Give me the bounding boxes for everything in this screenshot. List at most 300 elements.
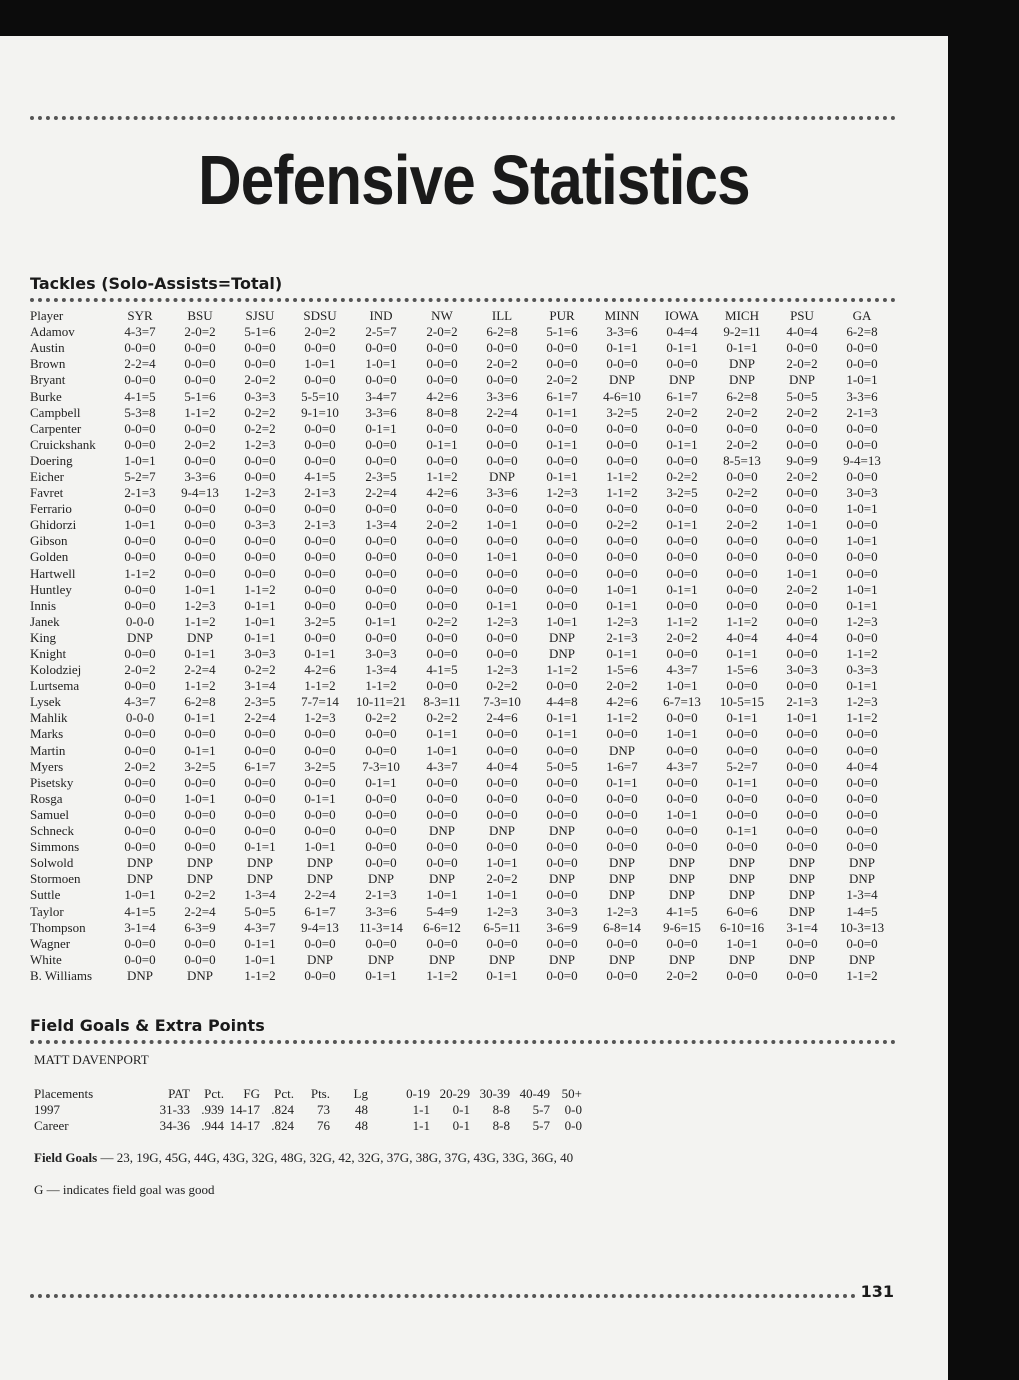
tackle-cell: 1-1=2 xyxy=(365,678,397,694)
tackle-cell: 0-1=1 xyxy=(846,597,878,613)
tackle-cell: 3-0=3 xyxy=(846,485,878,501)
table-row xyxy=(30,356,892,372)
tackle-cell: 0-0=0 xyxy=(426,935,458,951)
range-value: 0-1 xyxy=(452,1118,470,1133)
tackle-cell: 1-1=2 xyxy=(184,613,216,629)
tackle-cell: 0-0=0 xyxy=(304,501,336,517)
tackle-cell: 0-1=1 xyxy=(244,629,276,645)
tackle-cell: 0-0=0 xyxy=(365,806,397,822)
table-row xyxy=(30,421,892,437)
player-name: Cruickshank xyxy=(30,436,96,452)
tackle-cell: 9-1=10 xyxy=(301,404,339,420)
tackle-cell: 0-0=0 xyxy=(726,549,758,565)
tackle-cell: DNP xyxy=(668,951,695,967)
tackle-cell: 0-0=0 xyxy=(486,774,518,790)
tackle-cell: 0-0=0 xyxy=(304,436,336,452)
tackle-cell: 3-4=7 xyxy=(365,388,397,404)
tackle-cell: 0-0=0 xyxy=(124,774,156,790)
tackle-cell: 0-0=0 xyxy=(365,629,397,645)
tackle-cell: 0-0=0 xyxy=(606,839,638,855)
tackles-table xyxy=(30,308,892,984)
tackle-cell: 1-3=4 xyxy=(846,887,878,903)
tackle-cell: 0-0=0 xyxy=(726,533,758,549)
tackle-cell: 0-0=0 xyxy=(304,823,336,839)
tackle-cell: 0-2=2 xyxy=(244,420,276,436)
tackle-cell: 0-0=0 xyxy=(365,372,397,388)
table-row xyxy=(30,920,892,936)
table-row xyxy=(30,887,892,903)
tackle-cell: 0-0=0 xyxy=(365,340,397,356)
tackle-cell: 0-0=0 xyxy=(606,356,638,372)
tackle-cell: 8-0=8 xyxy=(426,404,458,420)
tackle-cell: 6-2=8 xyxy=(184,694,216,710)
tackle-cell: 0-0=0 xyxy=(726,581,758,597)
tackle-cell: 1-4=5 xyxy=(846,903,878,919)
tackle-cell: 0-0=0 xyxy=(546,340,578,356)
tackle-cell: 4-3=7 xyxy=(124,694,156,710)
tackle-cell: 0-0=0 xyxy=(184,935,216,951)
tackle-cell: 0-0=0 xyxy=(244,565,276,581)
tackle-cell: 1-0=1 xyxy=(666,726,698,742)
tackle-cell: 1-2=3 xyxy=(486,613,518,629)
tackle-cell: 1-1=2 xyxy=(846,646,878,662)
tackle-cell: 9-0=9 xyxy=(786,452,818,468)
tackle-cell: 0-0=0 xyxy=(426,646,458,662)
tackle-cell: 4-3=7 xyxy=(666,662,698,678)
table-row xyxy=(30,614,892,630)
tackle-cell: 0-0=0 xyxy=(184,823,216,839)
table-row xyxy=(30,775,892,791)
tackle-cell: 7-7=14 xyxy=(301,694,339,710)
player-name: Taylor xyxy=(30,903,64,919)
table-row xyxy=(30,678,892,694)
tackle-cell: 1-5=6 xyxy=(606,662,638,678)
tackle-cell: DNP xyxy=(306,951,333,967)
tackle-cell: 1-0=1 xyxy=(846,501,878,517)
pts-value: 73 xyxy=(317,1102,330,1117)
kicker-name: MATT DAVENPORT xyxy=(34,1052,149,1067)
tackle-cell: 2-1=3 xyxy=(786,694,818,710)
tackle-cell: 0-0=0 xyxy=(365,501,397,517)
tackle-cell: 0-0=0 xyxy=(666,501,698,517)
player-name: White xyxy=(30,951,62,967)
tackle-cell: DNP xyxy=(186,871,213,887)
tackle-cell: 6-6=12 xyxy=(423,919,461,935)
player-name: Knight xyxy=(30,646,67,662)
tackle-cell: 4-0=4 xyxy=(486,758,518,774)
tackle-cell: 4-3=7 xyxy=(426,758,458,774)
tackle-cell: 0-0=0 xyxy=(124,581,156,597)
tackle-cell: 0-1=1 xyxy=(365,420,397,436)
table-row xyxy=(30,710,892,726)
tackle-cell: 6-8=14 xyxy=(603,919,641,935)
tackle-cell: 0-0=0 xyxy=(486,436,518,452)
tackle-cell: 4-3=7 xyxy=(666,758,698,774)
tackle-cell: 1-1=2 xyxy=(184,404,216,420)
tackle-cell: 0-0=0 xyxy=(124,436,156,452)
placements-block xyxy=(34,1086,582,1134)
table-row xyxy=(30,646,892,662)
col-fg-pct: Pct. xyxy=(274,1086,294,1101)
tackle-cell: 6-2=8 xyxy=(846,324,878,340)
pat-pct-value: .939 xyxy=(201,1102,224,1117)
tackle-cell: 0-1=1 xyxy=(244,935,276,951)
player-name: Golden xyxy=(30,549,69,565)
column-header-iowa: IOWA xyxy=(665,308,699,324)
tackle-cell: 0-1=1 xyxy=(666,340,698,356)
tackle-cell: 0-0=0 xyxy=(606,967,638,983)
tackle-cell: 0-1=1 xyxy=(726,774,758,790)
tackle-cell: 0-0=0 xyxy=(426,774,458,790)
tackle-cell: 10-3=13 xyxy=(839,919,885,935)
tackle-cell: 0-0=0 xyxy=(304,372,336,388)
player-name: Solwold xyxy=(30,855,74,871)
tackle-cell: 1-0=1 xyxy=(486,855,518,871)
table-row xyxy=(30,566,892,582)
tackle-cell: 0-2=2 xyxy=(666,468,698,484)
tackle-cell: 0-0=0 xyxy=(365,935,397,951)
tackle-cell: 0-0=0 xyxy=(486,420,518,436)
tackle-cell: 6-5=11 xyxy=(483,919,521,935)
table-row xyxy=(30,855,892,871)
tackle-cell: DNP xyxy=(728,951,755,967)
tackle-cell: 8-5=13 xyxy=(723,452,761,468)
tackle-cell: 0-0=0 xyxy=(666,774,698,790)
tackle-cell: 2-0=2 xyxy=(124,662,156,678)
tackle-cell: 0-0=0 xyxy=(304,726,336,742)
tackle-cell: 0-0=0 xyxy=(486,839,518,855)
tackle-cell: 0-1=1 xyxy=(546,710,578,726)
tackle-cell: 9-4=13 xyxy=(843,452,881,468)
tackles-body xyxy=(30,324,892,984)
tackle-cell: 0-0=0 xyxy=(365,855,397,871)
tackle-cell: 0-0=0 xyxy=(124,597,156,613)
table-row xyxy=(30,372,892,388)
tackle-cell: 0-0=0 xyxy=(726,501,758,517)
row-label: 1997 xyxy=(34,1102,60,1117)
tackle-cell: 0-0=0 xyxy=(244,774,276,790)
tackle-cell: 0-0=0 xyxy=(606,436,638,452)
tackle-cell: 0-1=1 xyxy=(184,710,216,726)
col-range-4: 50+ xyxy=(561,1086,582,1101)
tackle-cell: 1-2=3 xyxy=(244,485,276,501)
tackle-cell: 0-1=1 xyxy=(666,436,698,452)
tackle-cell: 4-1=5 xyxy=(124,903,156,919)
player-name: Favret xyxy=(30,485,64,501)
player-name: Huntley xyxy=(30,581,72,597)
table-row xyxy=(30,630,892,646)
player-name: King xyxy=(30,629,56,645)
tackle-cell: 0-0=0 xyxy=(606,501,638,517)
tackle-cell: 3-0=3 xyxy=(365,646,397,662)
tackle-cell: 0-0=0 xyxy=(666,452,698,468)
tackle-cell: 0-0=0 xyxy=(304,806,336,822)
tackle-cell: 0-0=0 xyxy=(786,774,818,790)
table-row xyxy=(30,437,892,453)
player-name: Schneck xyxy=(30,823,75,839)
tackle-cell: 2-0=2 xyxy=(786,356,818,372)
tackle-cell: 1-0=1 xyxy=(426,887,458,903)
table-row xyxy=(30,726,892,742)
tackle-cell: 1-0=1 xyxy=(666,678,698,694)
tackle-cell: 1-2=3 xyxy=(304,710,336,726)
tackle-cell: 0-0=0 xyxy=(304,533,336,549)
pts-value: 76 xyxy=(317,1118,330,1133)
table-row xyxy=(30,952,892,968)
tackle-cell: 6-10=16 xyxy=(719,919,765,935)
tackle-cell: 10-5=15 xyxy=(719,694,765,710)
tackle-cell: 2-1=3 xyxy=(846,404,878,420)
tackle-cell: 3-3=6 xyxy=(365,903,397,919)
tackle-cell: 1-1=2 xyxy=(546,662,578,678)
col-range-0: 0-19 xyxy=(406,1086,430,1101)
player-name: Marks xyxy=(30,726,64,742)
tackle-cell: 0-0=0 xyxy=(486,806,518,822)
tackle-cell: 6-1=7 xyxy=(546,388,578,404)
tackle-cell: 1-1=2 xyxy=(244,967,276,983)
tackle-cell: 5-4=9 xyxy=(426,903,458,919)
tackle-cell: 0-2=2 xyxy=(486,678,518,694)
tackle-cell: 0-0=0 xyxy=(846,549,878,565)
tackle-cell: 0-0=0 xyxy=(786,790,818,806)
tackle-cell: 0-0=0 xyxy=(304,452,336,468)
tackle-cell: 0-1=1 xyxy=(365,967,397,983)
tackle-cell: 0-0=0 xyxy=(304,549,336,565)
tackle-cell: 0-1=1 xyxy=(606,774,638,790)
lg-value: 48 xyxy=(355,1118,368,1133)
player-name: Hartwell xyxy=(30,565,76,581)
tackle-cell: 0-3=3 xyxy=(244,517,276,533)
tackle-cell: 0-0=0 xyxy=(184,501,216,517)
tackle-cell: 0-0=0 xyxy=(546,597,578,613)
tackle-cell: DNP xyxy=(788,951,815,967)
tackle-cell: 0-0=0 xyxy=(426,839,458,855)
tackle-cell: 0-0=0 xyxy=(666,935,698,951)
tackle-cell: 3-0=3 xyxy=(786,662,818,678)
tackle-cell: 0-1=1 xyxy=(726,823,758,839)
table-row xyxy=(30,582,892,598)
tackle-cell: DNP xyxy=(126,629,153,645)
tackle-cell: 2-2=4 xyxy=(304,887,336,903)
tackle-cell: 7-3=10 xyxy=(483,694,521,710)
tackle-cell: 0-0=0 xyxy=(606,452,638,468)
tackle-cell: 0-0=0 xyxy=(546,742,578,758)
tackle-cell: 0-0=0 xyxy=(486,935,518,951)
table-row xyxy=(30,405,892,421)
col-pts: Pts. xyxy=(310,1086,330,1101)
col-fg: FG xyxy=(243,1086,260,1101)
tackle-cell: 2-0=2 xyxy=(726,404,758,420)
tackle-cell: 0-0=0 xyxy=(184,340,216,356)
tackle-cell: 0-0=0 xyxy=(726,420,758,436)
fg-pct-value: .824 xyxy=(271,1118,294,1133)
tackle-cell: 0-0=0 xyxy=(606,806,638,822)
tackle-cell: 0-1=1 xyxy=(184,742,216,758)
column-header-ga: GA xyxy=(852,308,872,324)
tackle-cell: 0-0=0 xyxy=(546,452,578,468)
tackle-cell: 3-2=5 xyxy=(304,613,336,629)
tackle-cell: 0-0=0 xyxy=(426,356,458,372)
tackle-cell: 0-0=0 xyxy=(124,646,156,662)
tackle-cell: 2-1=3 xyxy=(606,629,638,645)
tackle-cell: 0-0=0 xyxy=(304,340,336,356)
tackle-cell: DNP xyxy=(186,967,213,983)
tackle-cell: 4-1=5 xyxy=(304,468,336,484)
player-name: Carpenter xyxy=(30,420,82,436)
tackle-cell: 0-0=0 xyxy=(124,549,156,565)
player-name: Simmons xyxy=(30,839,80,855)
player-name: Martin xyxy=(30,742,66,758)
tackle-cell: 0-0=0 xyxy=(606,790,638,806)
player-name: Pisetsky xyxy=(30,774,74,790)
fg-value: 14-17 xyxy=(229,1118,260,1133)
column-header-nw: NW xyxy=(431,308,453,324)
tackle-cell: 0-0=0 xyxy=(304,967,336,983)
player-name: Innis xyxy=(30,597,56,613)
tackle-cell: 0-0=0 xyxy=(365,581,397,597)
tackle-cell: 0-0=0 xyxy=(606,935,638,951)
tackle-cell: DNP xyxy=(548,629,575,645)
tackle-cell: 2-5=7 xyxy=(365,324,397,340)
tackle-cell: 0-0=0 xyxy=(486,372,518,388)
tackle-cell: 2-0=2 xyxy=(184,436,216,452)
tackle-cell: 3-0=3 xyxy=(546,903,578,919)
tackle-cell: 1-0=1 xyxy=(666,806,698,822)
table-row xyxy=(30,517,892,533)
placements-row-1997 xyxy=(34,1102,582,1118)
tackle-cell: 0-1=1 xyxy=(606,646,638,662)
tackles-dotted-rule xyxy=(30,298,896,302)
tackle-cell: 0-1=1 xyxy=(486,597,518,613)
tackle-cell: 2-1=3 xyxy=(365,887,397,903)
tackle-cell: 3-1=4 xyxy=(786,919,818,935)
player-name: Gibson xyxy=(30,533,68,549)
player-name: Lurtsema xyxy=(30,678,80,694)
tackle-cell: 1-0=1 xyxy=(486,887,518,903)
tackle-cell: DNP xyxy=(728,887,755,903)
tackle-cell: 1-1=2 xyxy=(244,581,276,597)
tackle-cell: DNP xyxy=(608,372,635,388)
tackle-cell: 0-1=1 xyxy=(486,967,518,983)
tackle-cell: 0-0=0 xyxy=(365,726,397,742)
tackle-cell: 0-0=0 xyxy=(666,646,698,662)
tackle-cell: 0-0=0 xyxy=(546,887,578,903)
tackle-cell: 1-0=1 xyxy=(124,887,156,903)
range-value: 8-8 xyxy=(492,1118,510,1133)
tackle-cell: 1-2=3 xyxy=(184,597,216,613)
column-header-minn: MINN xyxy=(604,308,640,324)
tackle-cell: 0-0=0 xyxy=(846,565,878,581)
tackle-cell: 0-0=0 xyxy=(184,549,216,565)
placements-table xyxy=(34,1086,582,1134)
tackle-cell: 0-0=0 xyxy=(546,935,578,951)
tackle-cell: 0-1=1 xyxy=(365,613,397,629)
page-number: 131 xyxy=(860,1282,894,1301)
tackle-cell: 0-0=0 xyxy=(486,629,518,645)
tackle-cell: 0-0=0 xyxy=(666,356,698,372)
tackle-cell: 1-2=3 xyxy=(486,662,518,678)
tackle-cell: 0-0=0 xyxy=(426,501,458,517)
tackle-cell: 0-0=0 xyxy=(426,678,458,694)
player-name: Suttle xyxy=(30,887,61,903)
tackle-cell: 1-1=2 xyxy=(124,565,156,581)
tackle-cell: 0-1=1 xyxy=(726,646,758,662)
tackle-cell: DNP xyxy=(548,951,575,967)
tackle-cell: 0-0=0 xyxy=(184,452,216,468)
tackle-cell: 0-0=0 xyxy=(546,581,578,597)
tackle-cell: 0-0=0 xyxy=(786,823,818,839)
tackle-cell: 0-0=0 xyxy=(244,806,276,822)
tackle-cell: 0-0=0 xyxy=(786,501,818,517)
tackle-cell: 4-2=6 xyxy=(426,485,458,501)
player-name: Wagner xyxy=(30,935,71,951)
tackle-cell: 1-1=2 xyxy=(184,678,216,694)
tackle-cell: 0-0=0 xyxy=(244,726,276,742)
tackle-cell: 1-0=1 xyxy=(846,581,878,597)
tackle-cell: 1-0=1 xyxy=(184,581,216,597)
tackle-cell: 0-0=0 xyxy=(786,935,818,951)
tackle-cell: 0-0=0 xyxy=(666,823,698,839)
range-value: 8-8 xyxy=(492,1102,510,1117)
table-row xyxy=(30,324,892,340)
fg-pct-value: .824 xyxy=(271,1102,294,1117)
tackle-cell: DNP xyxy=(848,871,875,887)
tackle-cell: 0-0=0 xyxy=(184,951,216,967)
tackle-cell: 0-0=0 xyxy=(124,678,156,694)
tackle-cell: 0-0=0 xyxy=(726,726,758,742)
tackle-cell: 9-4=13 xyxy=(301,919,339,935)
tackle-cell: 2-1=3 xyxy=(124,485,156,501)
range-value: 0-0 xyxy=(564,1118,582,1133)
tackle-cell: 0-1=1 xyxy=(184,646,216,662)
tackle-cell: 2-3=5 xyxy=(244,694,276,710)
tackle-cell: 0-0=0 xyxy=(304,629,336,645)
tackle-cell: 8-3=11 xyxy=(423,694,461,710)
column-header-ind: IND xyxy=(369,308,393,324)
tackle-cell: 0-0=0 xyxy=(184,839,216,855)
tackle-cell: 0-0=0 xyxy=(486,742,518,758)
tackle-cell: 0-0-0 xyxy=(125,710,155,726)
tackle-cell: 0-0=0 xyxy=(546,356,578,372)
tackle-cell: 2-0=2 xyxy=(486,356,518,372)
tackle-cell: 3-0=3 xyxy=(244,646,276,662)
tackle-cell: DNP xyxy=(788,903,815,919)
col-range-1: 20-29 xyxy=(439,1086,470,1101)
tackle-cell: 0-0=0 xyxy=(244,340,276,356)
tackle-cell: 3-3=6 xyxy=(184,468,216,484)
tackle-cell: 0-0=0 xyxy=(426,790,458,806)
table-row xyxy=(30,485,892,501)
player-name: Bryant xyxy=(30,372,66,388)
tackle-cell: 0-0=0 xyxy=(426,565,458,581)
column-header-pur: PUR xyxy=(549,308,575,324)
pat-value: 34-36 xyxy=(159,1118,190,1133)
tackle-cell: 1-0=1 xyxy=(124,517,156,533)
tackle-cell: 0-0=0 xyxy=(184,533,216,549)
tackle-cell: 0-0=0 xyxy=(846,806,878,822)
tackle-cell: 2-3=5 xyxy=(365,468,397,484)
tackle-cell: 0-0=0 xyxy=(184,565,216,581)
tackle-cell: 0-0=0 xyxy=(365,597,397,613)
tackle-cell: 0-0=0 xyxy=(786,806,818,822)
tackle-cell: 4-4=8 xyxy=(546,694,578,710)
col-range-2: 30-39 xyxy=(479,1086,510,1101)
tackle-cell: 0-2=2 xyxy=(244,404,276,420)
pat-value: 31-33 xyxy=(159,1102,190,1117)
tackle-cell: 4-0=4 xyxy=(786,324,818,340)
tackle-cell: 0-0=0 xyxy=(486,533,518,549)
tackle-cell: 0-0=0 xyxy=(244,468,276,484)
